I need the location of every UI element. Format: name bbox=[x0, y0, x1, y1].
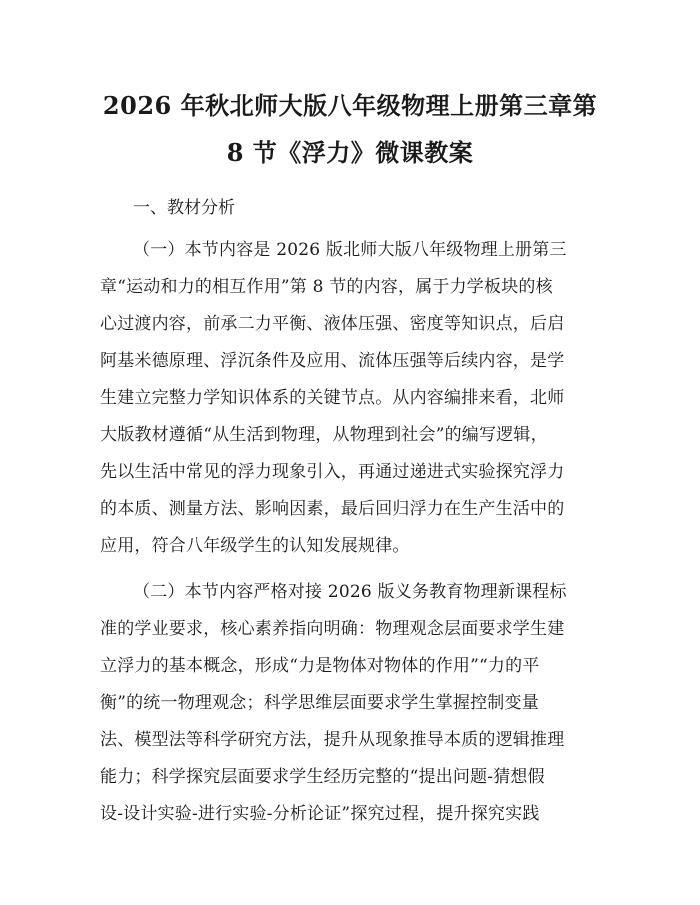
paragraph-1-line: 心过渡内容，前承二力平衡、液体压强、密度等知识点，后启 bbox=[100, 314, 565, 334]
paragraph-1-line: 生建立完整力学知识体系的关键节点。从内容编排来看，北师 bbox=[100, 388, 565, 408]
section-heading: 一、教材分析 bbox=[133, 198, 235, 218]
paragraph-1-line: 大版教材遵循“从生活到物理，从物理到社会”的编写逻辑， bbox=[100, 425, 548, 445]
paragraph-2-line: 衡”的统一物理观念；科学思维层面要求学生掌握控制变量 bbox=[100, 693, 539, 713]
document-title-line-2: 8 节《浮力》微课教案 bbox=[226, 138, 474, 167]
paragraph-1-line: 章“运动和力的相互作用”第 8 节的内容，属于力学板块的核 bbox=[100, 277, 553, 297]
document-title-line-1: 2026 年秋北师大版八年级物理上册第三章第 bbox=[102, 91, 598, 120]
paragraph-1-line: 阿基米德原理、浮沉条件及应用、流体压强等后续内容，是学 bbox=[100, 351, 565, 371]
paragraph-2-line: 准的学业要求，核心素养指向明确：物理观念层面要求学生建 bbox=[100, 619, 565, 639]
paragraph-1-line: 应用，符合八年级学生的认知发展规律。 bbox=[100, 536, 410, 556]
paragraph-1-line: 先以生活中常见的浮力现象引入，再通过递进式实验探究浮力 bbox=[100, 462, 565, 482]
paragraph-2-line: 立浮力的基本概念，形成“力是物体对物体的作用”“力的平 bbox=[100, 656, 540, 676]
paragraph-2-line: （二）本节内容严格对接 2026 版义务教育物理新课程标 bbox=[133, 582, 567, 602]
paragraph-2-line: 能力；科学探究层面要求学生经历完整的“提出问题-猜想假 bbox=[100, 767, 545, 787]
paragraph-2-line: 设-设计实验-进行实验-分析论证”探究过程，提升探究实践 bbox=[100, 804, 540, 824]
paragraph-1-line: 的本质、测量方法、影响因素，最后回归浮力在生产生活中的 bbox=[100, 499, 565, 519]
paragraph-2-line: 法、模型法等科学研究方法，提升从现象推导本质的逻辑推理 bbox=[100, 730, 565, 750]
paragraph-1-line: （一）本节内容是 2026 版北师大版八年级物理上册第三 bbox=[133, 240, 567, 260]
